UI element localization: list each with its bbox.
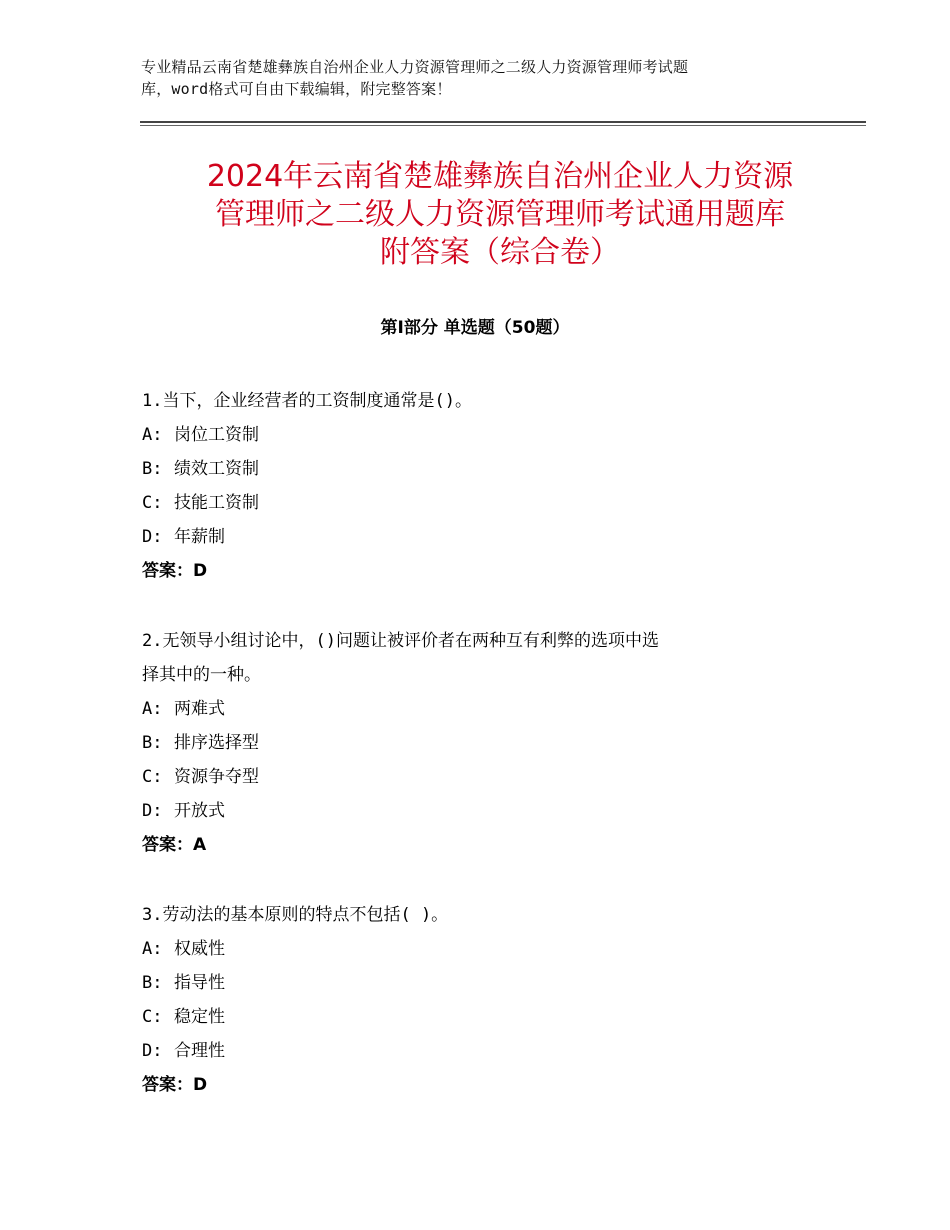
question-3-option-a (142, 932, 812, 966)
document-title-line-2: 管理师之二级人力资源管理师考试通用题库 (215, 197, 785, 232)
option-text: 两难式 (174, 699, 225, 719)
option-letter: B: (142, 733, 163, 753)
question-2-option-b (142, 726, 812, 760)
option-letter: A: (142, 939, 163, 959)
question-3-option-c (142, 1000, 812, 1034)
question-2-option-c (142, 760, 812, 794)
question-3-stem: 3.劳动法的基本原则的特点不包括( )。 (142, 905, 449, 925)
question-2-stem-cont: 择其中的一种。 (142, 665, 261, 685)
question-2 (142, 624, 812, 862)
option-text: 开放式 (174, 801, 225, 821)
question-2-stem: 2.无领导小组讨论中，()问题让被评价者在两种互有利弊的选项中选 (142, 631, 659, 651)
option-text: 技能工资制 (174, 493, 259, 513)
question-3-answer: 答案：D (142, 1075, 208, 1095)
option-text: 稳定性 (174, 1007, 225, 1027)
option-letter: C: (142, 767, 163, 787)
option-text: 岗位工资制 (174, 425, 259, 445)
question-2-answer: 答案：A (142, 835, 207, 855)
option-text: 合理性 (174, 1041, 225, 1061)
question-1-option-a (142, 418, 812, 452)
header-divider-thick (140, 121, 866, 123)
option-text: 排序选择型 (174, 733, 259, 753)
question-3-option-d (142, 1034, 812, 1068)
option-letter: D: (142, 1041, 163, 1061)
document-title-line-1: 2024年云南省楚雄彝族自治州企业人力资源 (206, 159, 794, 194)
option-letter: A: (142, 425, 163, 445)
question-2-option-d (142, 794, 812, 828)
option-letter: D: (142, 801, 163, 821)
option-letter: C: (142, 1007, 163, 1027)
option-text: 指导性 (174, 973, 225, 993)
question-2-option-a (142, 692, 812, 726)
option-text: 年薪制 (174, 527, 225, 547)
question-1 (142, 384, 812, 588)
option-text: 资源争夺型 (174, 767, 259, 787)
header-note-line-2: 库，word格式可自由下载编辑，附完整答案！ (141, 80, 452, 98)
section-title: 第Ⅰ部分 单选题（50题） (380, 318, 570, 338)
option-letter: A: (142, 699, 163, 719)
document-title-line-3: 附答案（综合卷） (380, 235, 620, 270)
question-1-option-c (142, 486, 812, 520)
question-1-answer: 答案：D (142, 561, 208, 581)
header-note-line-1: 专业精品云南省楚雄彝族自治州企业人力资源管理师之二级人力资源管理师考试题 (141, 58, 689, 76)
document-title (120, 158, 880, 272)
question-3 (142, 898, 812, 1102)
option-letter: B: (142, 973, 163, 993)
option-letter: C: (142, 493, 163, 513)
question-1-option-b (142, 452, 812, 486)
option-letter: D: (142, 527, 163, 547)
question-1-option-d (142, 520, 812, 554)
question-list (142, 384, 812, 1138)
question-3-option-b (142, 966, 812, 1000)
option-text: 绩效工资制 (174, 459, 259, 479)
option-letter: B: (142, 459, 163, 479)
header-divider-thin (140, 125, 866, 126)
option-text: 权威性 (174, 939, 225, 959)
header-note (141, 56, 821, 100)
question-1-stem: 1.当下，企业经营者的工资制度通常是()。 (142, 391, 472, 411)
